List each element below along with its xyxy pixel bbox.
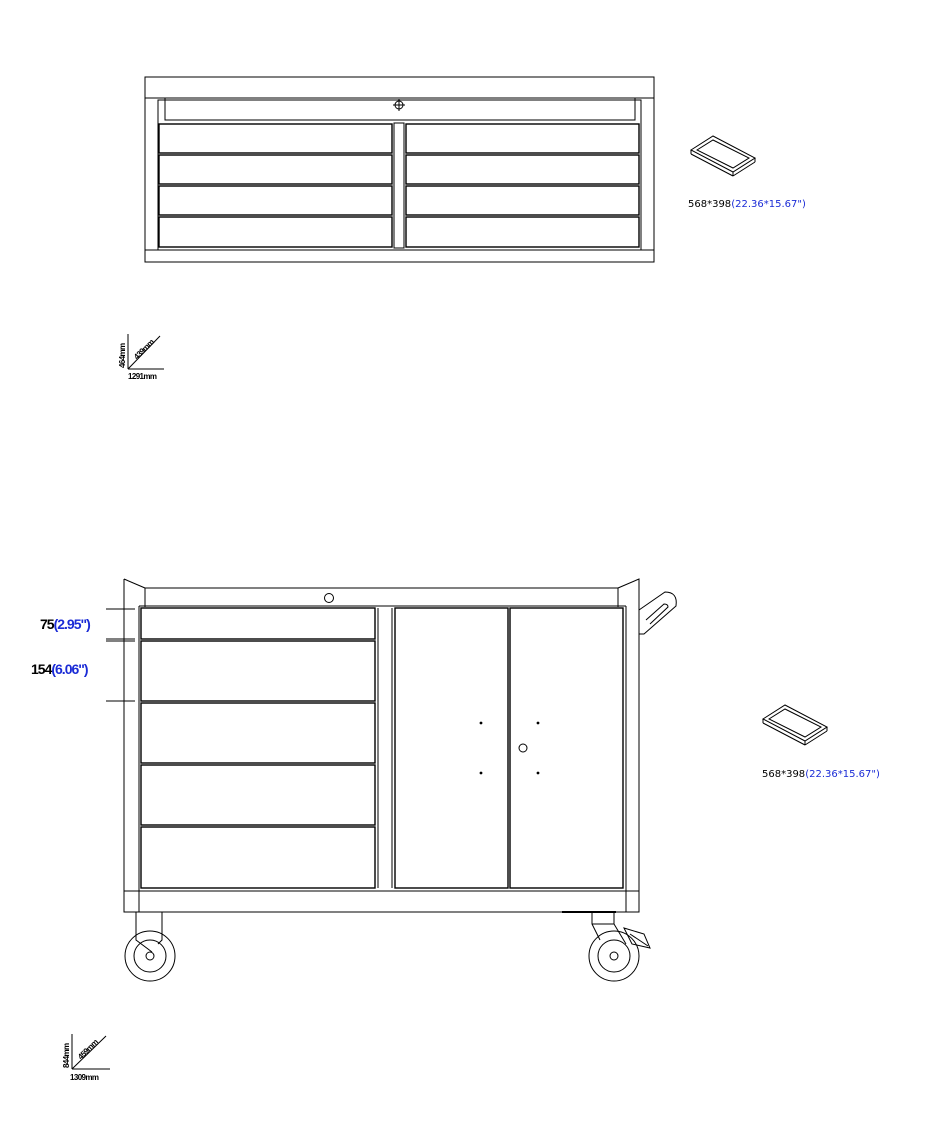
- top-dim-depth: 439mm: [132, 337, 156, 362]
- top-tool-chest: [145, 77, 654, 262]
- drawer-left-3: [159, 186, 392, 215]
- bottom-drawer-size-caption: 568*398(22.36*15.67"): [762, 769, 880, 780]
- top-dimension-indicator: [118, 334, 164, 381]
- top-dim-width: 1291mm: [128, 372, 157, 381]
- rolling-cart: [124, 579, 676, 912]
- cart-drawer-1: [141, 608, 375, 639]
- drawer-left-4: [159, 217, 392, 247]
- side-handle-icon: [639, 592, 676, 634]
- drawer-left-1: [159, 124, 392, 153]
- center-divider: [394, 123, 404, 248]
- cart-drawer-3: [141, 703, 375, 763]
- top-dim-height: 464mm: [118, 343, 127, 368]
- drawer1-height-label: 75(2.95"): [40, 616, 90, 632]
- bottom-dim-width: 1309mm: [70, 1073, 99, 1082]
- chest-lid: [145, 77, 654, 98]
- drawer-right-1: [406, 124, 639, 153]
- cabinet-door-left: [395, 608, 508, 888]
- chest-lock-icon: [393, 99, 405, 111]
- door-lock-icon: [519, 744, 527, 752]
- drawer-right-2: [406, 155, 639, 184]
- bottom-dim-depth: 459mm: [76, 1037, 100, 1062]
- drawer2-height-label: 154(6.06"): [31, 661, 88, 677]
- caster-wheel-left: [125, 912, 175, 981]
- drawer-left-2: [159, 155, 392, 184]
- cart-drawer-4: [141, 765, 375, 825]
- bottom-dimension-indicator: [62, 1034, 110, 1082]
- cart-drawer-5: [141, 827, 375, 888]
- caster-wheel-right-brake: [589, 912, 650, 981]
- drawer-height-dimensions: [31, 609, 135, 701]
- drawer-tray-icon: [691, 136, 755, 176]
- top-drawer-size-caption: 568*398(22.36*15.67"): [688, 199, 806, 210]
- drawer-right-3: [406, 186, 639, 215]
- cart-lock-icon: [325, 594, 334, 603]
- drawer-tray-icon: [763, 705, 827, 745]
- bottom-dim-height: 844mm: [62, 1043, 71, 1068]
- drawer-right-4: [406, 217, 639, 247]
- cart-drawer-2: [141, 641, 375, 701]
